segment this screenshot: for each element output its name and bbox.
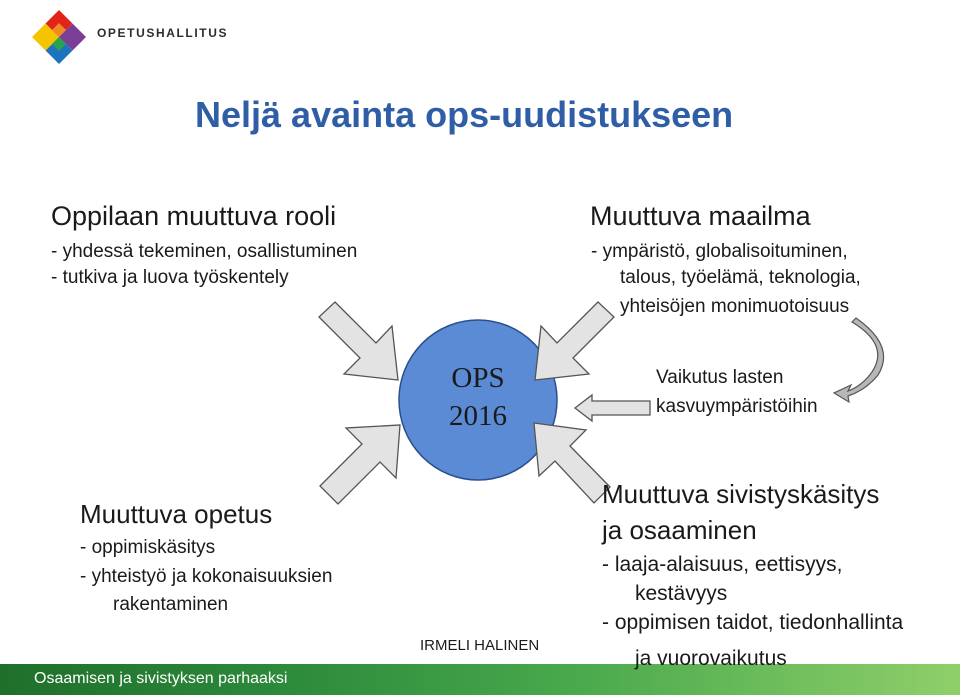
bottom-right-item: ja vuorovaikutus [635, 647, 787, 670]
bottom-left-item: rakentaminen [113, 594, 229, 615]
arrow-effect-left [575, 395, 650, 421]
top-right-item: talous, työelämä, teknologia, [620, 267, 861, 288]
slide-title: Neljä avainta ops-uudistukseen [195, 94, 734, 135]
top-right-item: yhteisöjen monimuotoisuus [620, 296, 850, 317]
logo-text: OPETUSHALLITUS [97, 26, 229, 40]
author-name: IRMELI HALINEN [420, 637, 540, 654]
arrow-top-left [319, 302, 398, 380]
bottom-right-item: kestävyys [635, 582, 728, 605]
curved-arrow [834, 318, 884, 402]
bottom-left-item: - yhteistyö ja kokonaisuuksien [80, 566, 333, 587]
top-right-item: - ympäristö, globalisoituminen, [591, 241, 848, 262]
ops-circle-line2: 2016 [449, 400, 507, 432]
footer-text: Osaamisen ja sivistyksen parhaaksi [34, 670, 288, 687]
bottom-right-heading-line2: ja osaaminen [602, 515, 757, 545]
bottom-left-heading: Muuttuva opetus [80, 499, 273, 529]
bottom-left-item: - oppimiskäsitys [80, 537, 216, 558]
top-left-item: - tutkiva ja luova työskentely [51, 267, 289, 288]
top-left-heading: Oppilaan muuttuva rooli [51, 201, 337, 231]
arrow-bottom-right [534, 423, 610, 503]
effect-line1: Vaikutus lasten [656, 367, 784, 388]
effect-line2: kasvuympäristöihin [656, 396, 818, 417]
bottom-right-item: - laaja-alaisuus, eettisyys, [602, 553, 843, 576]
top-right-heading: Muuttuva maailma [590, 201, 811, 231]
ops-circle-line1: OPS [451, 362, 505, 394]
top-left-item: - yhdessä tekeminen, osallistuminen [51, 241, 358, 262]
arrow-bottom-left [320, 425, 400, 504]
bottom-right-heading-line1: Muuttuva sivistyskäsitys [602, 479, 880, 509]
bottom-right-item: - oppimisen taidot, tiedonhallinta [602, 611, 904, 634]
